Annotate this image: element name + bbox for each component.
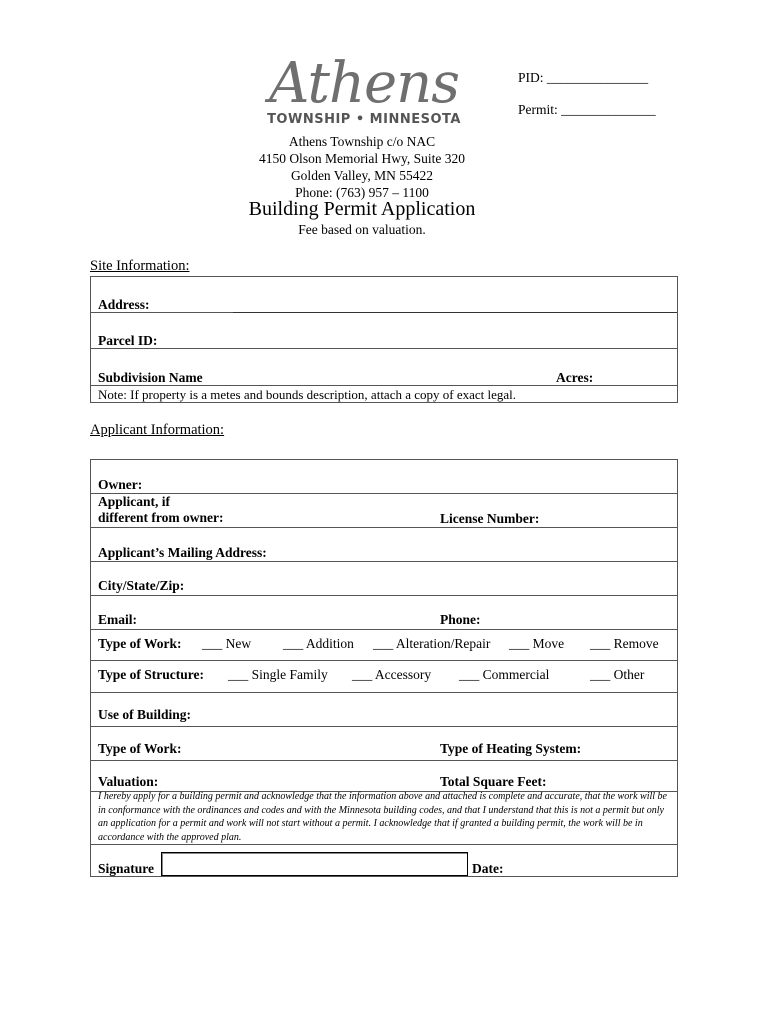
- applicant-info-heading: Applicant Information:: [90, 422, 225, 438]
- email-phone-row[interactable]: [91, 596, 677, 630]
- date-label: Date:: [472, 861, 504, 876]
- address-line: Phone: (763) 957 – 1100: [295, 185, 429, 200]
- mailing-address-row[interactable]: [91, 528, 677, 562]
- structure-option-other[interactable]: ___ Other: [590, 667, 645, 682]
- township-address: [200, 133, 524, 201]
- signature-divider: [91, 844, 677, 845]
- certification-statement: I hereby apply for a building permit and acknowledge that the information above and attached is complete and accurate, that the work will be in conformance with the ordinances and codes and with the Minnesota building codes, and that I understand that this is not a permit but only an application for a permit and work will not start without a permit. I acknowledge that if granted a building permit, the work will be in accordance with the approved plan.: [98, 791, 667, 843]
- valuation-label: Valuation:: [98, 774, 159, 789]
- subdivision-label: Subdivision Name: [98, 370, 203, 385]
- site-info-box: [90, 276, 678, 403]
- work-type-label: Type of Work:: [98, 636, 182, 651]
- city-state-zip-row[interactable]: [91, 562, 677, 596]
- parcel-id-label: Parcel ID:: [98, 333, 158, 348]
- subdivision-row: [91, 349, 677, 386]
- structure-option-commercial[interactable]: ___ Commercial: [459, 667, 550, 682]
- work-option-alteration-repair[interactable]: ___ Alteration/Repair: [373, 636, 491, 651]
- applicant-label-line2: different from owner:: [98, 510, 224, 525]
- heating-system-label: Type of Heating System:: [440, 741, 582, 756]
- license-number-label: License Number:: [440, 511, 540, 526]
- email-label: Email:: [98, 612, 137, 627]
- work-heating-row[interactable]: [91, 727, 677, 761]
- mailing-address-label: Applicant’s Mailing Address:: [98, 545, 267, 560]
- address-line: 4150 Olson Memorial Hwy, Suite 320: [258, 151, 466, 166]
- township-logo: [258, 51, 470, 127]
- structure-option-accessory[interactable]: ___ Accessory: [352, 667, 432, 682]
- applicant-label-line1: Applicant, if: [98, 494, 171, 509]
- work-option-new[interactable]: ___ New: [202, 636, 252, 651]
- logo-subtitle: TOWNSHIP • MINNESOTA: [267, 112, 461, 127]
- total-square-feet-label: Total Square Feet:: [440, 774, 547, 789]
- signature-label: Signature: [98, 861, 155, 876]
- site-info-heading: Site Information:: [90, 258, 190, 274]
- work-option-remove[interactable]: ___ Remove: [590, 636, 659, 651]
- structure-option-single-family[interactable]: ___ Single Family: [228, 667, 328, 682]
- work-option-addition[interactable]: ___ Addition: [283, 636, 354, 651]
- applicant-row[interactable]: [91, 494, 677, 528]
- use-of-building-label: Use of Building:: [98, 707, 192, 722]
- acres-label: Acres:: [556, 370, 594, 385]
- owner-row[interactable]: [91, 460, 677, 494]
- work-option-move[interactable]: ___ Move: [509, 636, 565, 651]
- structure-type-label: Type of Structure:: [98, 667, 204, 682]
- pid-field[interactable]: PID: _______________: [518, 70, 649, 85]
- address-label: Address:: [98, 297, 150, 312]
- work-type-2-label: Type of Work:: [98, 741, 182, 756]
- address-line: Athens Township c/o NAC: [288, 134, 436, 149]
- signature-field[interactable]: [161, 852, 468, 876]
- office-use-fields: [518, 62, 656, 126]
- city-state-zip-label: City/State/Zip:: [98, 578, 185, 593]
- valuation-sqft-row[interactable]: [91, 761, 677, 792]
- phone-label: Phone:: [440, 612, 481, 627]
- applicant-info-box: [90, 459, 678, 877]
- logo-wordmark: Athens: [269, 51, 459, 116]
- use-of-building-row[interactable]: [91, 693, 677, 727]
- owner-label: Owner:: [98, 477, 143, 492]
- work-type-row: [91, 630, 677, 661]
- applicant-label: [98, 494, 223, 526]
- legal-description-note: Note: If property is a metes and bounds description, attach a copy of exact legal.: [98, 387, 517, 402]
- address-row: [91, 277, 677, 313]
- page-title: Building Permit Application: [248, 198, 476, 220]
- fee-note: Fee based on valuation.: [298, 222, 426, 237]
- structure-type-row: [91, 661, 677, 693]
- address-line: Golden Valley, MN 55422: [290, 168, 434, 183]
- parcel-row: [91, 313, 677, 349]
- permit-field[interactable]: Permit: ______________: [518, 102, 656, 117]
